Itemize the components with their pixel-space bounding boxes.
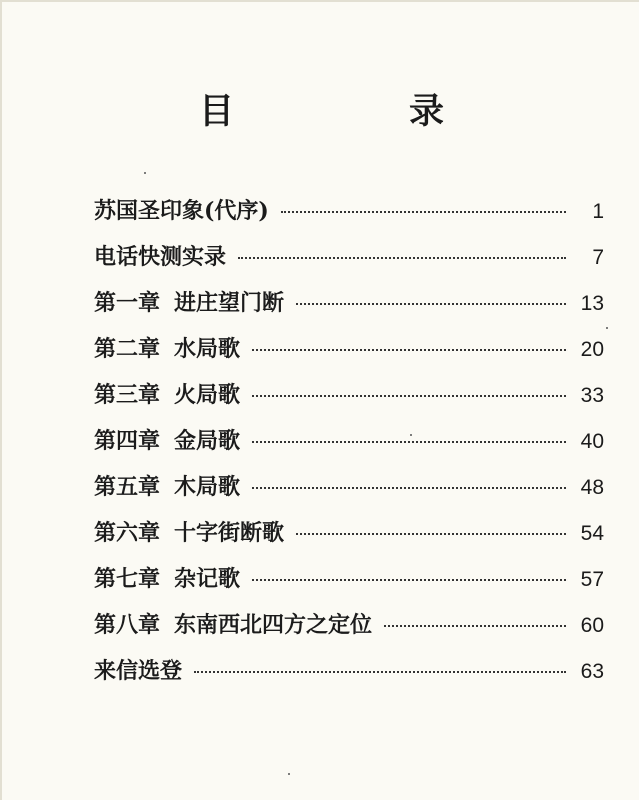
toc-chapter-label: 第四章: [94, 428, 161, 454]
toc-chapter-label: 第三章: [94, 382, 161, 408]
dot-leader: [252, 349, 566, 351]
toc-page-number: 7: [592, 246, 604, 269]
toc-page-number: 33: [580, 384, 604, 407]
toc-page-number: 40: [580, 430, 604, 453]
dot-leader: [252, 395, 566, 397]
toc-chapter-label: 第二章: [94, 336, 161, 362]
toc-entry: [94, 332, 604, 378]
toc-entry-title: 金局歌: [174, 428, 241, 454]
dot-leader: [194, 671, 566, 673]
toc-chapter-label: 第六章: [94, 520, 161, 546]
dot-leader: [296, 533, 566, 535]
scan-speck: [606, 327, 608, 329]
page-title: 目 录: [198, 91, 514, 132]
dot-leader: [252, 441, 566, 443]
toc-entry: [94, 194, 604, 240]
toc-page-number: 63: [580, 660, 604, 683]
toc-entry-title: 木局歌: [174, 474, 241, 500]
dot-leader: [238, 257, 566, 259]
dot-leader: [384, 625, 566, 627]
toc-entry-title: 火局歌: [174, 382, 241, 408]
toc-chapter-label: 第八章: [94, 612, 161, 638]
dot-leader: [252, 487, 566, 489]
toc-entry-title: 电话快测实录: [94, 244, 227, 270]
toc-entry: [94, 240, 604, 286]
toc-page-number: 48: [580, 476, 604, 499]
toc-entry-title: 来信选登: [94, 658, 183, 684]
toc-entry: [94, 562, 604, 608]
toc-page-number: 13: [580, 292, 604, 315]
toc-entry-title: 杂记歌: [174, 566, 241, 592]
toc-entry: [94, 424, 604, 470]
scan-speck: [410, 434, 412, 436]
toc-entry: [94, 470, 604, 516]
toc-entry: [94, 654, 604, 700]
toc-entry: [94, 286, 604, 332]
toc-entry: [94, 378, 604, 424]
dot-leader: [296, 303, 566, 305]
toc-entry-title: 苏国圣印象(代序): [94, 198, 269, 224]
toc-page-number: 54: [580, 522, 604, 545]
toc-page-number: 60: [580, 614, 604, 637]
dot-leader: [252, 579, 566, 581]
toc-entry-title: 水局歌: [174, 336, 241, 362]
toc-entry-title: 东南西北四方之定位: [174, 612, 373, 638]
table-of-contents: [94, 194, 604, 700]
dot-leader: [281, 211, 566, 213]
toc-chapter-label: 第五章: [94, 474, 161, 500]
toc-entry: [94, 608, 604, 654]
toc-page-number: 1: [592, 200, 604, 223]
toc-chapter-label: 第七章: [94, 566, 161, 592]
toc-chapter-label: 第一章: [94, 290, 161, 316]
toc-entry-title: 十字街断歌: [174, 520, 285, 546]
toc-entry: [94, 516, 604, 562]
toc-page-number: 57: [580, 568, 604, 591]
scan-speck: [288, 773, 290, 775]
toc-entry-title: 进庄望门断: [174, 290, 285, 316]
toc-page-number: 20: [580, 338, 604, 361]
scan-speck: [144, 172, 146, 174]
